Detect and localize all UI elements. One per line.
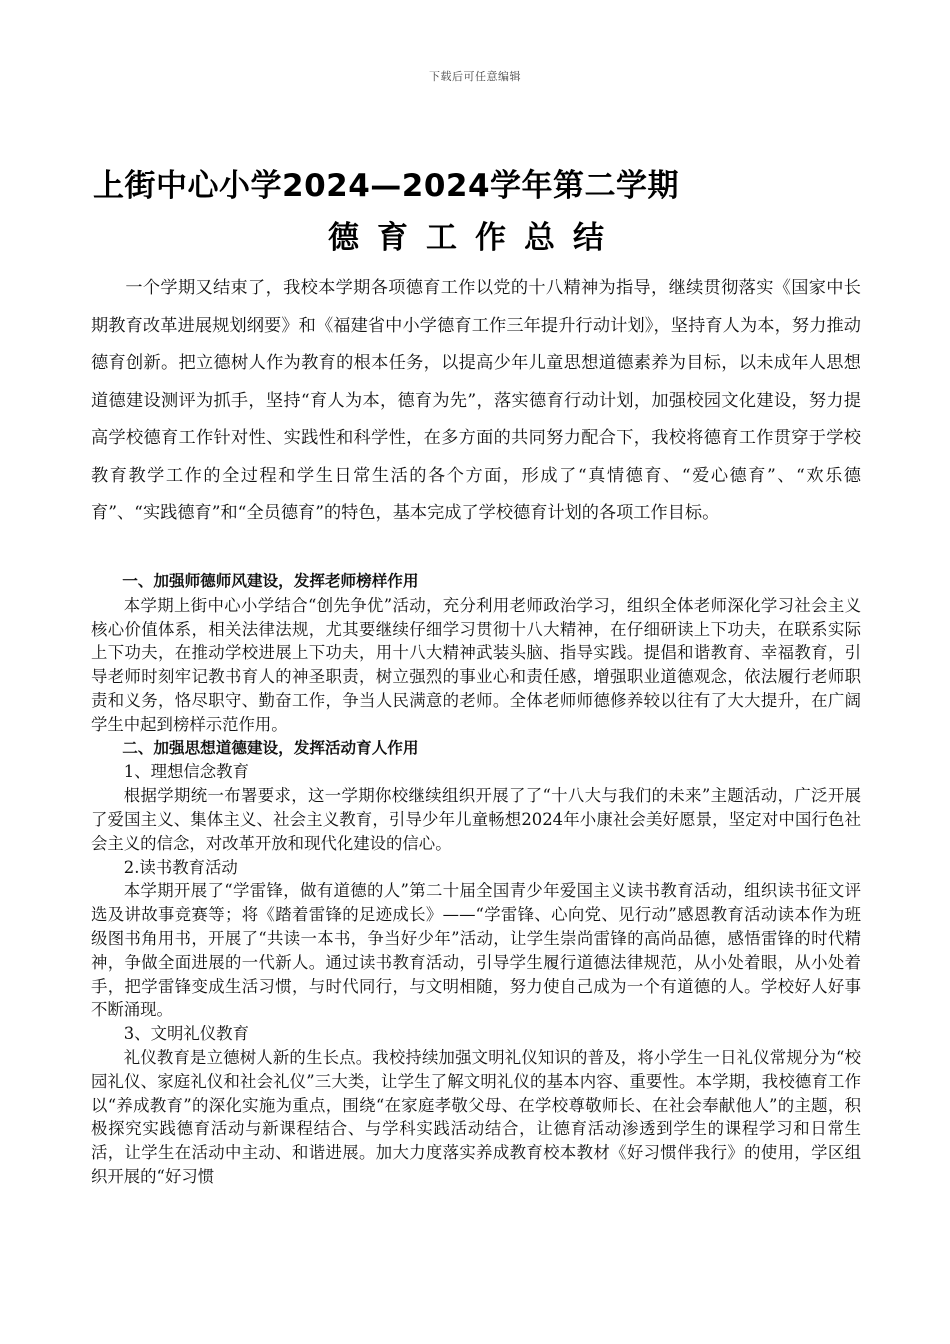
subsection-3-heading: 3、文明礼仪教育 bbox=[123, 1024, 249, 1044]
subsection-2-paragraph: 本学期开展了“学雷锋，做有道德的人”第二十届全国青少年爱国主义读书教育活动，组织读书征文评选及讲故事竞赛等；将《踏着雷锋的足迹成长》——“学雷锋、心向党、见行动”感恩教育活动读本作为班级图书角用书，开展了“共读一本书，争当好少年”活动，让学生崇尚雷锋的高尚品德，感悟雷锋的时代精神，争做全面进展的一代新人。通过读书教育活动，引导学生履行道德法律规范，从小处着眼，从小处着手，把学雷锋变成生活习惯，与时代同行，与文明相随，努力使自己成为一个有道德的人。学校好人好事不断涌现。 bbox=[91, 881, 861, 1020]
section-1-paragraph: 本学期上街中心小学结合“创先争优”活动，充分利用老师政治学习，组织全体老师深化学习社会主义核心价值体系，相关法律法规，尤其要继续仔细学习贯彻十八大精神，在仔细研读上下功夫，在联系实际上下功夫，在推动学校进展上下功夫，用十八大精神武装头脑、指导实践。提倡和谐教育、幸福教育，引导老师时刻牢记教书育人的神圣职责，树立强烈的事业心和责任感，增强职业道德观念，依法履行老师职责和义务，恪尽职守、勤奋工作，争当人民满意的老师。全体老师师德修养较以往有了大大提升，在广阔学生中起到榜样示范作用。 bbox=[91, 595, 861, 734]
document-subtitle: 德育工作总结 bbox=[328, 220, 622, 256]
document-title: 上街中心小学2024—2024学年第二学期 bbox=[93, 168, 680, 204]
subsection-1-paragraph: 根据学期统一布署要求，这一学期你校继续组织开展了了“十八大与我们的未来”主题活动，广泛开展了爱国主义、集体主义、社会主义教育，引导少年儿童畅想2024年小康社会美好愿景，坚定对中国行色社会主义的信念，对改革开放和现代化建设的信心。 bbox=[91, 786, 861, 853]
section-2-heading: 二、加强思想道德建设，发挥活动育人作用 bbox=[122, 738, 419, 757]
intro-paragraph: 一个学期又结束了，我校本学期各项德育工作以党的十八精神为指导，继续贯彻落实《国家中长期教育改革进展规划纲要》和《福建省中小学德育工作三年提升行动计划》，坚持育人为本，努力推动德育创新。把立德树人作为教育的根本任务，以提高少年儿童思想道德素养为目标，以未成年人思想道德建设测评为抓手，坚持“育人为本，德育为先”，落实德育行动计划，加强校园文化建设，努力提高学校德育工作针对性、实践性和科学性，在多方面的共同努力配合下，我校将德育工作贯穿于学校教育教学工作的全过程和学生日常生活的各个方面，形成了“真情德育、“爱心德育”、“欢乐德育”、“实践德育”和“全员德育”的特色，基本完成了学校德育计划的各项工作目标。 bbox=[91, 278, 861, 523]
document-body bbox=[91, 570, 861, 1189]
section-1-heading: 一、加强师德师风建设，发挥老师榜样作用 bbox=[122, 572, 419, 590]
subsection-1-heading: 1、理想信念教育 bbox=[123, 762, 249, 782]
header-note: 下载后可任意编辑 bbox=[429, 70, 521, 83]
subsection-3-paragraph: 礼仪教育是立德树人新的生长点。我校持续加强文明礼仪知识的普及，将小学生一日礼仪常规分为“校园礼仪、家庭礼仪和社会礼仪”三大类，让学生了解文明礼仪的基本内容、重要性。本学期，我校德育工作以“养成教育”的深化实施为重点，围绕“在家庭孝敬父母、在学校尊敬师长、在社会奉献他人”的主题，积极探究实践德育活动与新课程结合、与学科实践活动结合，让德育活动渗透到学生的课程学习和日常生活，让学生在活动中主动、和谐进展。加大力度落实养成教育校本教材《好习惯伴我行》的使用，学区组织开展的“好习惯 bbox=[91, 1047, 861, 1186]
subsection-2-heading: 2.读书教育活动 bbox=[123, 857, 238, 877]
